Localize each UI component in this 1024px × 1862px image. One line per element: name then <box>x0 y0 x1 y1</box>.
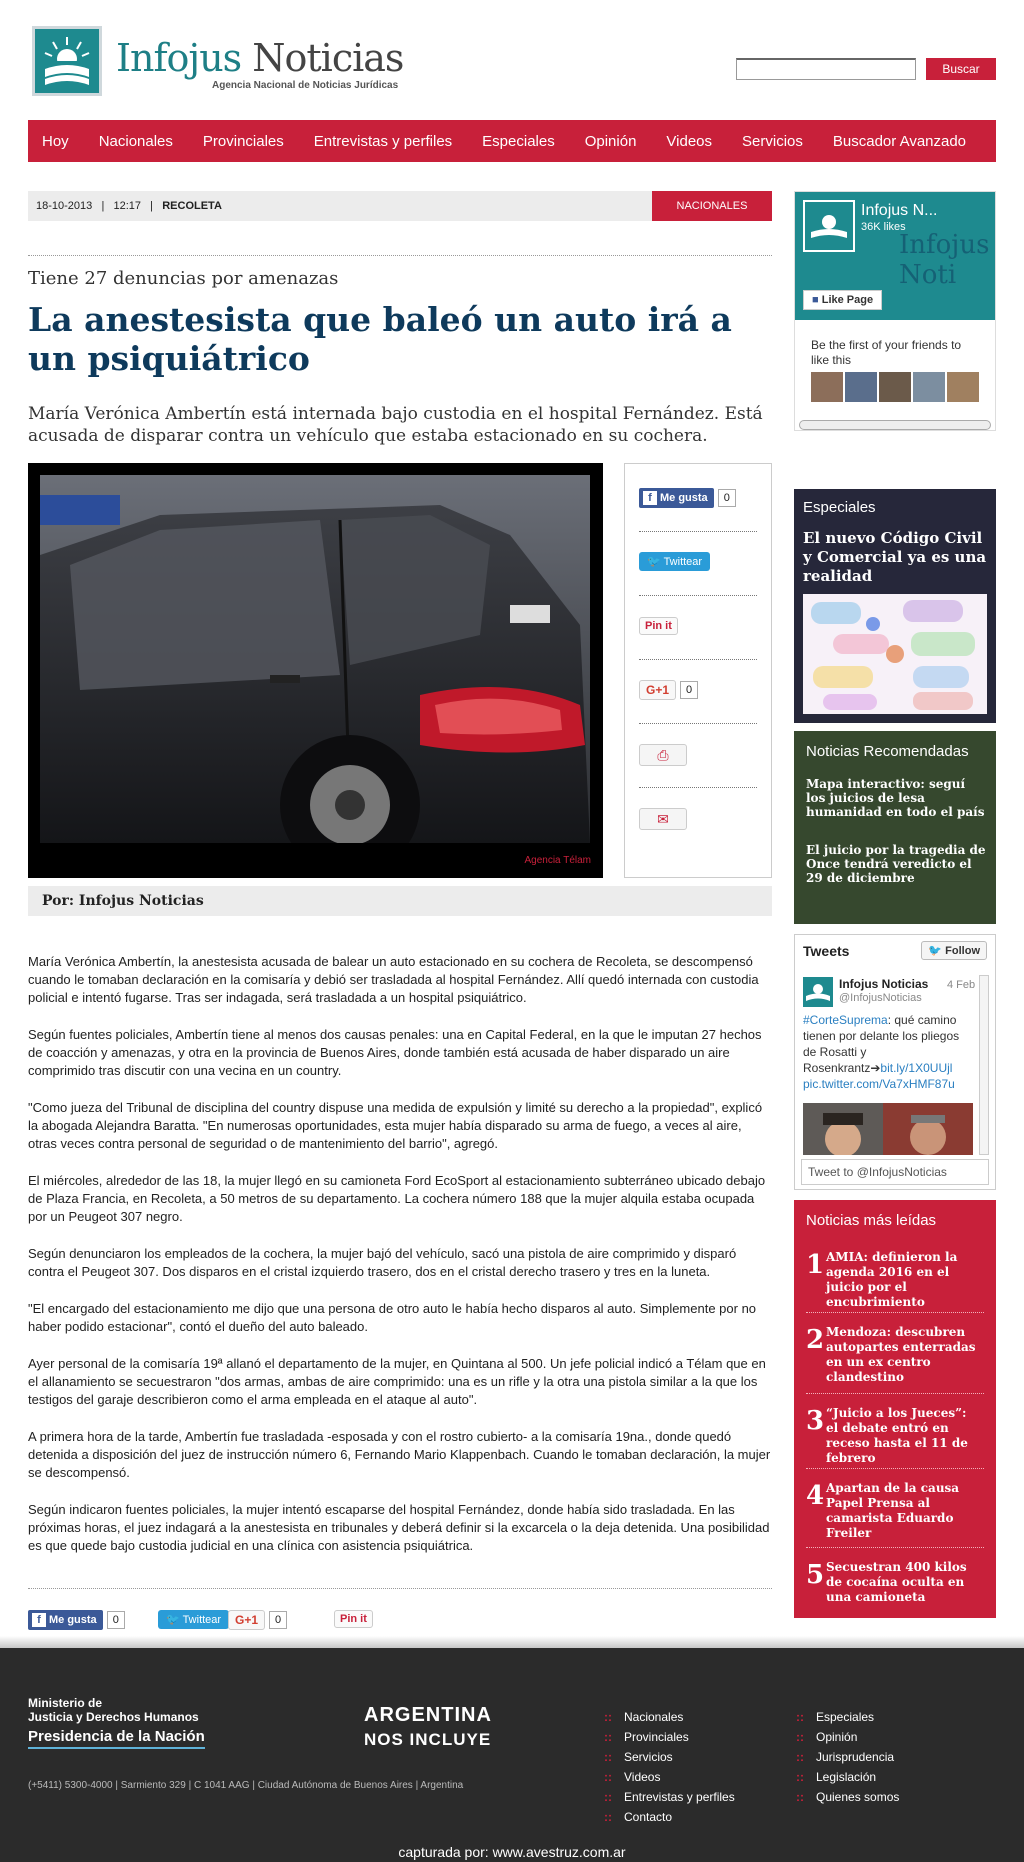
divider <box>639 787 757 788</box>
footer-link[interactable] <box>604 1790 735 1804</box>
mas-leidas-box <box>794 1200 996 1618</box>
fb-like-button[interactable] <box>28 1610 103 1630</box>
footer-link-label: Nacionales <box>624 1710 684 1724</box>
fb-like-page-label: Like Page <box>821 294 874 306</box>
avatar[interactable] <box>803 977 833 1007</box>
bullet-icon: :: <box>796 1790 804 1804</box>
footer-address: (+5411) 5300-4000 | Sarmiento 329 | C 1041 AAG | Ciudad Autónoma de Buenos Aires | Argentina <box>28 1780 464 1791</box>
argentina-logo-line1: ARGENTINA <box>364 1704 492 1726</box>
divider <box>806 1468 984 1469</box>
bullet-icon: :: <box>796 1710 804 1724</box>
bottom-gplus <box>228 1610 287 1630</box>
bullet-icon: :: <box>604 1730 612 1744</box>
article-photo-frame <box>28 463 603 878</box>
footer-link[interactable] <box>604 1750 673 1764</box>
recomendada-item[interactable]: El juicio por la tragedia de Once tendrá veredicto el 29 de diciembre <box>806 843 986 885</box>
presidencia-logo[interactable]: Presidencia de la Nación <box>28 1728 205 1749</box>
footer-link[interactable] <box>604 1710 683 1724</box>
ministerio-line1: Ministerio de <box>28 1696 103 1710</box>
mas-leida-number: 4 <box>806 1481 825 1511</box>
footer-link[interactable] <box>604 1810 672 1824</box>
facebook-icon: f <box>643 491 657 505</box>
pinit-button[interactable]: Pin it <box>639 617 678 635</box>
tweet-compose-input[interactable]: Tweet to @InfojusNoticias <box>801 1159 989 1185</box>
tweet-text <box>803 1012 973 1092</box>
twitter-follow-button[interactable] <box>921 941 987 960</box>
article-summary: María Verónica Ambertín está internada bajo custodia en el hospital Fernández. Está acusada de disparar contra un vehículo que estaba estacionado en su cochera. <box>28 404 763 446</box>
mas-leidas-title: Noticias más leídas <box>806 1212 937 1229</box>
footer-link-label: Provinciales <box>624 1730 689 1744</box>
logo-subtitle: Agencia Nacional de Noticias Jurídicas <box>212 80 399 91</box>
gplus-button[interactable]: G+1 <box>639 680 676 700</box>
facebook-page-widget <box>794 191 996 431</box>
nav-item-entrevistas[interactable]: Entrevistas y perfiles <box>313 132 453 150</box>
bottom-fb-like <box>28 1610 125 1630</box>
facebook-icon: ■ <box>812 294 819 306</box>
tweet-body: : qué camino tienen por delante los pliegos de Rosatti y Rosenkrantz➔ <box>803 1013 960 1075</box>
article-paragraph: "El encargado del estacionamiento me dijo que una persona de otro auto le había hecho disparos al auto. Simplemente por no haber podido estacionar", contó el dueño del auto baleado. <box>28 1301 757 1334</box>
tweets-title: Tweets <box>803 943 850 959</box>
fb-like-count: 0 <box>107 1611 125 1629</box>
mas-leida-text[interactable]: AMIA: definieron la agenda 2016 en el juicio por el encubrimiento <box>826 1250 958 1309</box>
bullet-icon: :: <box>796 1750 804 1764</box>
tweet-hashtag[interactable]: #CorteSuprema <box>803 1013 888 1027</box>
footer-link-label: Opinión <box>816 1730 858 1744</box>
fb-page-banner[interactable] <box>795 192 995 320</box>
tweet-label: Twittear <box>182 1614 222 1626</box>
gplus-count: 0 <box>680 681 698 699</box>
article-paragraph: A primera hora de la tarde, Ambertín fue trasladada -esposada y con el rostro cubierto- a la comisaría 19na., donde quedó detenida a disposición del juez de instrucción número 6, Fernando Mario Klappenbach. Cuando le tomaban declaración, la mujer se descompensó. <box>28 1429 771 1480</box>
article-time: 12:17 <box>113 200 142 212</box>
bullet-icon: :: <box>604 1790 612 1804</box>
main-nav <box>28 120 996 162</box>
mas-leida-text[interactable]: Apartan de la causa Papel Prensa al camarista Eduardo Freiler <box>826 1481 960 1540</box>
logo-word2: Noticias <box>252 36 404 80</box>
mas-leida-number: 2 <box>806 1325 825 1355</box>
article-photo[interactable] <box>40 475 590 843</box>
facebook-icon: f <box>32 1613 46 1627</box>
fb-like-page-button[interactable] <box>803 290 882 310</box>
pinit-row <box>639 616 757 635</box>
email-row <box>639 808 757 830</box>
fb-like-label: Me gusta <box>660 492 708 504</box>
site-header <box>28 22 996 102</box>
footer-link[interactable] <box>796 1710 874 1724</box>
photo-credit: Agencia Télam <box>524 855 591 866</box>
nav-item-videos[interactable]: Videos <box>666 132 713 150</box>
tweet-date[interactable]: 4 Feb <box>947 979 976 991</box>
section-tag[interactable]: NACIONALES <box>652 191 772 221</box>
recomendadas-title: Noticias Recomendadas <box>806 743 969 760</box>
tweet-button[interactable] <box>639 552 710 571</box>
mas-leida-text[interactable]: Secuestran 400 kilos de cocaína oculta en una camioneta <box>826 1560 967 1604</box>
article-paragraph: El miércoles, alrededor de las 18, la mujer llegó en su camioneta Ford EcoSport al estacionamiento subterráneo ubicado debajo de Plaza Francia, en Recoleta, a 50 metros de su departamento. La cochera número 188 que la mujer alquila estaba ocupada por un Peugeot 307 negro. <box>28 1173 766 1224</box>
especiales-image[interactable] <box>803 594 987 714</box>
nav-item-opinion[interactable]: Opinión <box>584 132 637 150</box>
fb-page-name[interactable]: Infojus N... <box>861 202 938 219</box>
tweet-image[interactable] <box>803 1103 973 1155</box>
footer-link[interactable] <box>604 1770 660 1784</box>
bullet-icon: :: <box>604 1710 612 1724</box>
logo-wordmark[interactable] <box>116 36 403 80</box>
footer-link-label: Especiales <box>816 1710 875 1724</box>
gplus-button[interactable]: G+1 <box>228 1610 265 1630</box>
avatar[interactable] <box>845 372 877 402</box>
footer-link[interactable] <box>604 1730 689 1744</box>
mas-leida-text[interactable]: Mendoza: descubren autopartes enterradas en un ex centro clandestino <box>826 1325 976 1384</box>
nav-item-servicios[interactable]: Servicios <box>742 132 803 150</box>
nav-item-especiales[interactable]: Especiales <box>482 132 555 150</box>
recomendadas-box <box>794 731 996 924</box>
footer-link-label: Contacto <box>624 1810 673 1824</box>
footer-link[interactable] <box>796 1730 857 1744</box>
recomendada-item[interactable]: Mapa interactivo: seguí los juicios de lesa humanidad en todo el país <box>806 777 985 819</box>
fb-page-likes: 36K likes <box>861 221 906 233</box>
bullet-icon: :: <box>796 1730 804 1744</box>
especiales-title[interactable]: Especiales <box>803 499 876 516</box>
mas-leida-number: 3 <box>806 1406 825 1436</box>
footer-link[interactable] <box>796 1790 899 1804</box>
gplus-count: 0 <box>269 1611 287 1629</box>
article-body <box>28 953 772 1574</box>
especiales-box <box>794 489 996 723</box>
twitter-icon: 🐦 <box>928 945 943 957</box>
follow-label: Follow <box>945 945 980 957</box>
tweet-label: Twittear <box>663 556 703 568</box>
article-kicker: Tiene 27 denuncias por amenazas <box>28 268 339 289</box>
divider <box>806 1393 984 1394</box>
divider <box>639 531 757 532</box>
share-column <box>624 463 772 878</box>
fb-like-button[interactable] <box>639 488 714 508</box>
avatar[interactable] <box>947 372 979 402</box>
logo-word1: Infojus <box>116 36 242 80</box>
divider <box>639 595 757 596</box>
tweet-author-name[interactable]: Infojus Noticias <box>839 977 929 991</box>
bottom-share-bar <box>28 1610 772 1634</box>
search-input[interactable] <box>736 58 916 80</box>
divider <box>28 255 772 256</box>
article-byline: Por: Infojus Noticias <box>28 886 772 916</box>
bullet-icon: :: <box>796 1770 804 1784</box>
tweets-scrollbar[interactable] <box>979 975 989 1155</box>
print-row <box>639 744 757 766</box>
tweet-button[interactable] <box>158 1610 229 1629</box>
article-paragraph: Según denunciaron los empleados de la cochera, la mujer bajó del vehículo, sacó una pistola de aire comprimido y disparó contra el Peugeot 307. Dos disparos en el cristal izquierdo trasero, dos en el cristal derecho trasero y tres en la luneta. <box>28 1246 737 1279</box>
tweet-pic-link[interactable]: pic.twitter.com/Va7xHMF87u <box>803 1077 955 1091</box>
search-button[interactable]: Buscar <box>926 58 996 80</box>
tweet-link[interactable]: bit.ly/1X0UUjl <box>880 1061 953 1075</box>
footer-link-label: Jurisprudencia <box>816 1750 895 1764</box>
logo-icon[interactable] <box>32 26 102 96</box>
fb-like-row <box>639 488 757 508</box>
nav-item-provinciales[interactable]: Provinciales <box>202 132 284 150</box>
fb-widget-scrollbar[interactable] <box>799 420 991 430</box>
article-date: 18-10-2013 <box>36 200 93 212</box>
email-icon[interactable]: ✉ <box>639 808 687 830</box>
capture-credit: capturada por: www.avestruz.com.ar <box>398 1844 626 1860</box>
article-paragraph: Según indicaron fuentes policiales, la mujer intentó escaparse del hospital Fernández, donde había sido trasladada. En las próximas horas, el juez indagará a la anestesista en tribunales y deberá definir si la excarcela o la deja detenida. Una posibilidad es que quede bajo custodia judicial en una clínica con asistencia psiquiátrica. <box>28 1502 770 1553</box>
divider <box>806 1312 984 1313</box>
nav-item-nacionales[interactable]: Nacionales <box>98 132 173 150</box>
footer-link-label: Videos <box>624 1770 661 1784</box>
footer-link-label: Servicios <box>624 1750 673 1764</box>
article-place: RECOLETA <box>162 200 222 212</box>
fb-banner-text: Infojus Noti <box>899 230 990 290</box>
divider <box>806 1547 984 1548</box>
footer-link-label: Entrevistas y perfiles <box>624 1790 735 1804</box>
bullet-icon: :: <box>604 1770 612 1784</box>
bullet-icon: :: <box>604 1750 612 1764</box>
article-headline: La anestesista que baleó un auto irá a un psiquiátrico <box>28 300 732 378</box>
pinit-button[interactable]: Pin it <box>334 1610 373 1628</box>
divider <box>28 1588 772 1589</box>
mas-leida-text[interactable]: “Juicio a los Jueces”: el debate entró en receso hasta el 11 de febrero <box>826 1406 968 1465</box>
article-meta-bar: 18-10-2013 | 12:17 | RECOLETA <box>28 191 772 221</box>
footer-link-label: Legislación <box>816 1770 877 1784</box>
avatar[interactable] <box>811 372 843 402</box>
mas-leida-number: 1 <box>806 1250 825 1280</box>
print-icon[interactable]: ⎙ <box>639 744 687 766</box>
mas-leida-number: 5 <box>806 1560 825 1590</box>
fb-like-label: Me gusta <box>49 1614 97 1626</box>
footer-link[interactable] <box>796 1770 876 1784</box>
article-paragraph: Según fuentes policiales, Ambertín tiene al menos dos causas penales: una en Capital Federal, en la que le imputan 27 hechos de coacción y amenazas, y otra en la provincia de Buenos Aires, donde también está acusada de haber disparado un aire comprimido tras discutir con una vecina en un country. <box>28 1027 762 1078</box>
fb-page-avatar <box>803 200 855 252</box>
divider <box>639 659 757 660</box>
article-paragraph: "Como jueza del Tribunal de disciplina del country dispuse una medida de expulsión y limité su derecho a la propiedad", explicó la abogada Alejandra Baratta. "En numerosas oportunidades, esta mujer había disparado su arma de fuego, a veces al aire, otras veces contra personal de seguridad o de mantenimiento del barrio", agregó. <box>28 1100 763 1151</box>
gplus-row <box>639 680 757 700</box>
nav-item-hoy[interactable]: Hoy <box>42 132 69 150</box>
divider <box>639 723 757 724</box>
fb-friend-avatars <box>811 372 981 402</box>
article-paragraph: Ayer personal de la comisaría 19ª allanó el departamento de la mujer, en Quintana al 500. Un jefe policial indicó a Télam que en el allanamiento se secuestraron "dos armas, ambas de aire comprimido: una es un rifle y la otra una pistola similar a la que los testigos del garaje describieron como el arma empleada en el ataque al auto". <box>28 1356 766 1407</box>
article-paragraph: María Verónica Ambertín, la anestesista acusada de balear un auto estacionado en su cochera de Recoleta, se descompensó cuando le tomaban declaración en la comisaría y debió ser trasladada al hospital Fernández. Allí quedó internada con custodia policial e intentó fugarse. Tras ser indagada, será trasladada a un hospital psiquiátrico. <box>28 954 759 1005</box>
tweets-widget <box>794 934 996 1190</box>
tweet-row <box>639 552 757 571</box>
especiales-headline[interactable]: El nuevo Código Civil y Comercial ya es una realidad <box>803 529 987 585</box>
nav-item-buscador[interactable]: Buscador Avanzado <box>832 132 967 150</box>
bullet-icon: :: <box>604 1810 612 1824</box>
avatar[interactable] <box>913 372 945 402</box>
fb-like-count: 0 <box>718 489 736 507</box>
twitter-icon: 🐦 <box>166 1614 180 1626</box>
argentina-logo-line2: NOS INCLUYE <box>364 1730 492 1749</box>
twitter-icon: 🐦 <box>647 556 661 568</box>
ministerio-line2: Justicia y Derechos Humanos <box>28 1710 199 1724</box>
footer-link[interactable] <box>796 1750 894 1764</box>
tweet-author-handle[interactable]: @InfojusNoticias <box>839 992 922 1004</box>
avatar[interactable] <box>879 372 911 402</box>
fb-friends-text: Be the first of your friends to like this <box>811 338 962 367</box>
footer-link-label: Quienes somos <box>816 1790 900 1804</box>
site-footer <box>0 1648 1024 1862</box>
